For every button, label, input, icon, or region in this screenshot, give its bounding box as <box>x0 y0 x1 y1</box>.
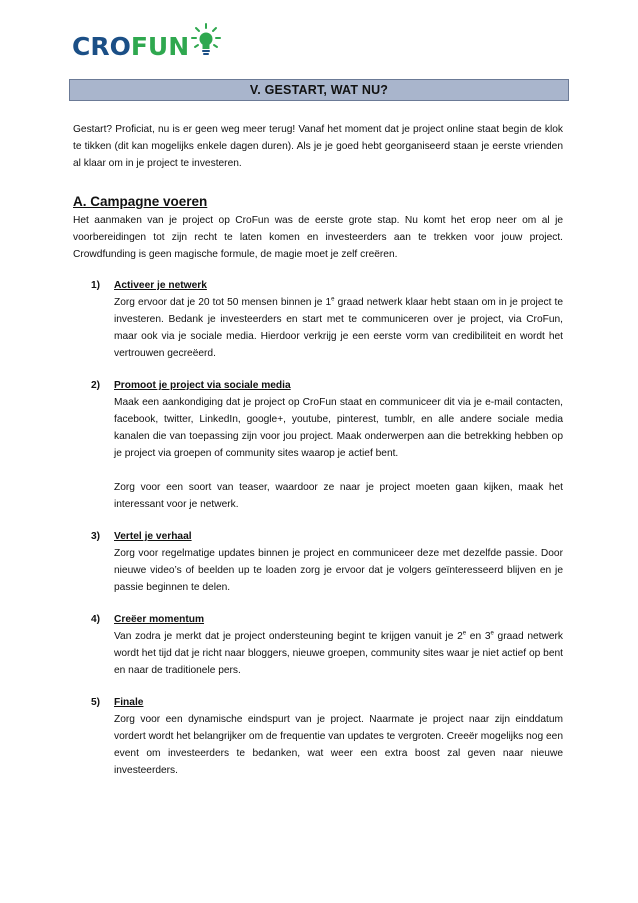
list-item <box>73 377 563 513</box>
step-number: 3) <box>91 531 101 542</box>
lightbulb-icon <box>191 23 221 62</box>
list-item <box>73 694 563 779</box>
step-number: 1) <box>91 280 101 291</box>
step-body-text: graad netwerk klaar hebt staan om in je project te investeren. Bedank je investeerders en start met te communiceren over je project, via CroFun, maar ook via je sociale media. Hierdoor verkrijg je een eerste vorm van credibiliteit en wordt het vertrouwen gecreëerd. <box>114 297 563 359</box>
step-body-second: Zorg voor een soort van teaser, waardoor ze naar je project moeten gaan kijken, maak het interessant voor je netwerk. <box>114 482 563 510</box>
chapter-title-bar <box>69 79 569 101</box>
step-title: Promoot je project via sociale media <box>114 380 291 391</box>
section-intro-paragraph: Het aanmaken van je project op CroFun was de eerste grote stap. Nu komt het erop neer om al je voorbereidingen tot zijn recht te laten komen en investeerders aan te trekken voor jouw project. Crowdfunding is geen magische formule, de magie moet je zelf creëren. <box>73 215 563 260</box>
step-number: 4) <box>91 614 101 625</box>
list-item <box>73 611 563 679</box>
logo-text-fun: FUN <box>130 31 190 61</box>
step-number: 5) <box>91 697 101 708</box>
chapter-title: V. GESTART, WAT NU? <box>249 83 389 97</box>
logo-text-cro: CRO <box>72 31 131 61</box>
step-body-text: Zorg ervoor dat je 20 tot 50 mensen binnen je 1 <box>114 297 332 308</box>
ordinal-superscript: e <box>331 296 335 303</box>
step-title: Vertel je verhaal <box>114 531 192 542</box>
step-number: 2) <box>91 380 101 391</box>
ordinal-superscript: e <box>462 630 467 637</box>
section-heading: A. Campagne voeren <box>73 194 208 209</box>
step-title: Activeer je netwerk <box>114 280 207 291</box>
step-body-text: graad netwerk wordt het tijd dat je richt naar bloggers, nieuwe groepen, community sites waar je niet actief op bent en naar de traditionele pers. <box>114 631 563 676</box>
document-body <box>73 121 563 794</box>
crofun-logo <box>72 22 222 70</box>
step-body: Zorg voor regelmatige updates binnen je project en communiceer deze met dezelfde passie. Door nieuwe video’s of beelden up te loaden zorg je ervoor dat je volgers geïnteresseerd blijven en je passie beginnen te delen. <box>114 548 563 593</box>
step-body: Maak een aankondiging dat je project op CroFun staat en communiceer dit via je e-mail contacten, facebook, twitter, LinkedIn, google+, youtube, pinterest, tumblr, en alle andere sociale media kanalen die van toepassing zijn voor jou project. Maak onderwerpen aan die betrekking hebben op je project via groepen of community sites waarop je actief bent. <box>114 397 563 459</box>
ordinal-superscript: e <box>490 630 494 637</box>
steps-list <box>73 277 563 779</box>
intro-paragraph: Gestart? Proficiat, nu is er geen weg meer terug! Vanaf het moment dat je project online staat begin de klok te tikken (dit kan mogelijks enkele dagen duren). Als je je goed hebt georganiseerd staan je eerste vrienden al klaar om in je project te investeren. <box>73 124 563 169</box>
step-body <box>114 628 563 679</box>
step-body: Zorg voor een dynamische eindspurt van je project. Naarmate je project naar zijn einddatum vordert wordt het belangrijker om de frequentie van updates te vergroten. Creeër mogelijks nog een event om investeerders te bedanken, wat weer een extra boost zal geven naar nieuwe investeerders. <box>114 714 563 776</box>
step-body-text: en 3 <box>466 631 491 642</box>
step-body-text: Van zodra je merkt dat je project ondersteuning begint te krijgen vanuit je 2 <box>114 631 463 642</box>
step-body <box>114 294 563 362</box>
step-title: Finale <box>114 697 144 708</box>
list-item <box>73 277 563 362</box>
logo-text <box>72 31 190 61</box>
list-item <box>73 528 563 596</box>
step-title: Creëer momentum <box>114 614 205 625</box>
